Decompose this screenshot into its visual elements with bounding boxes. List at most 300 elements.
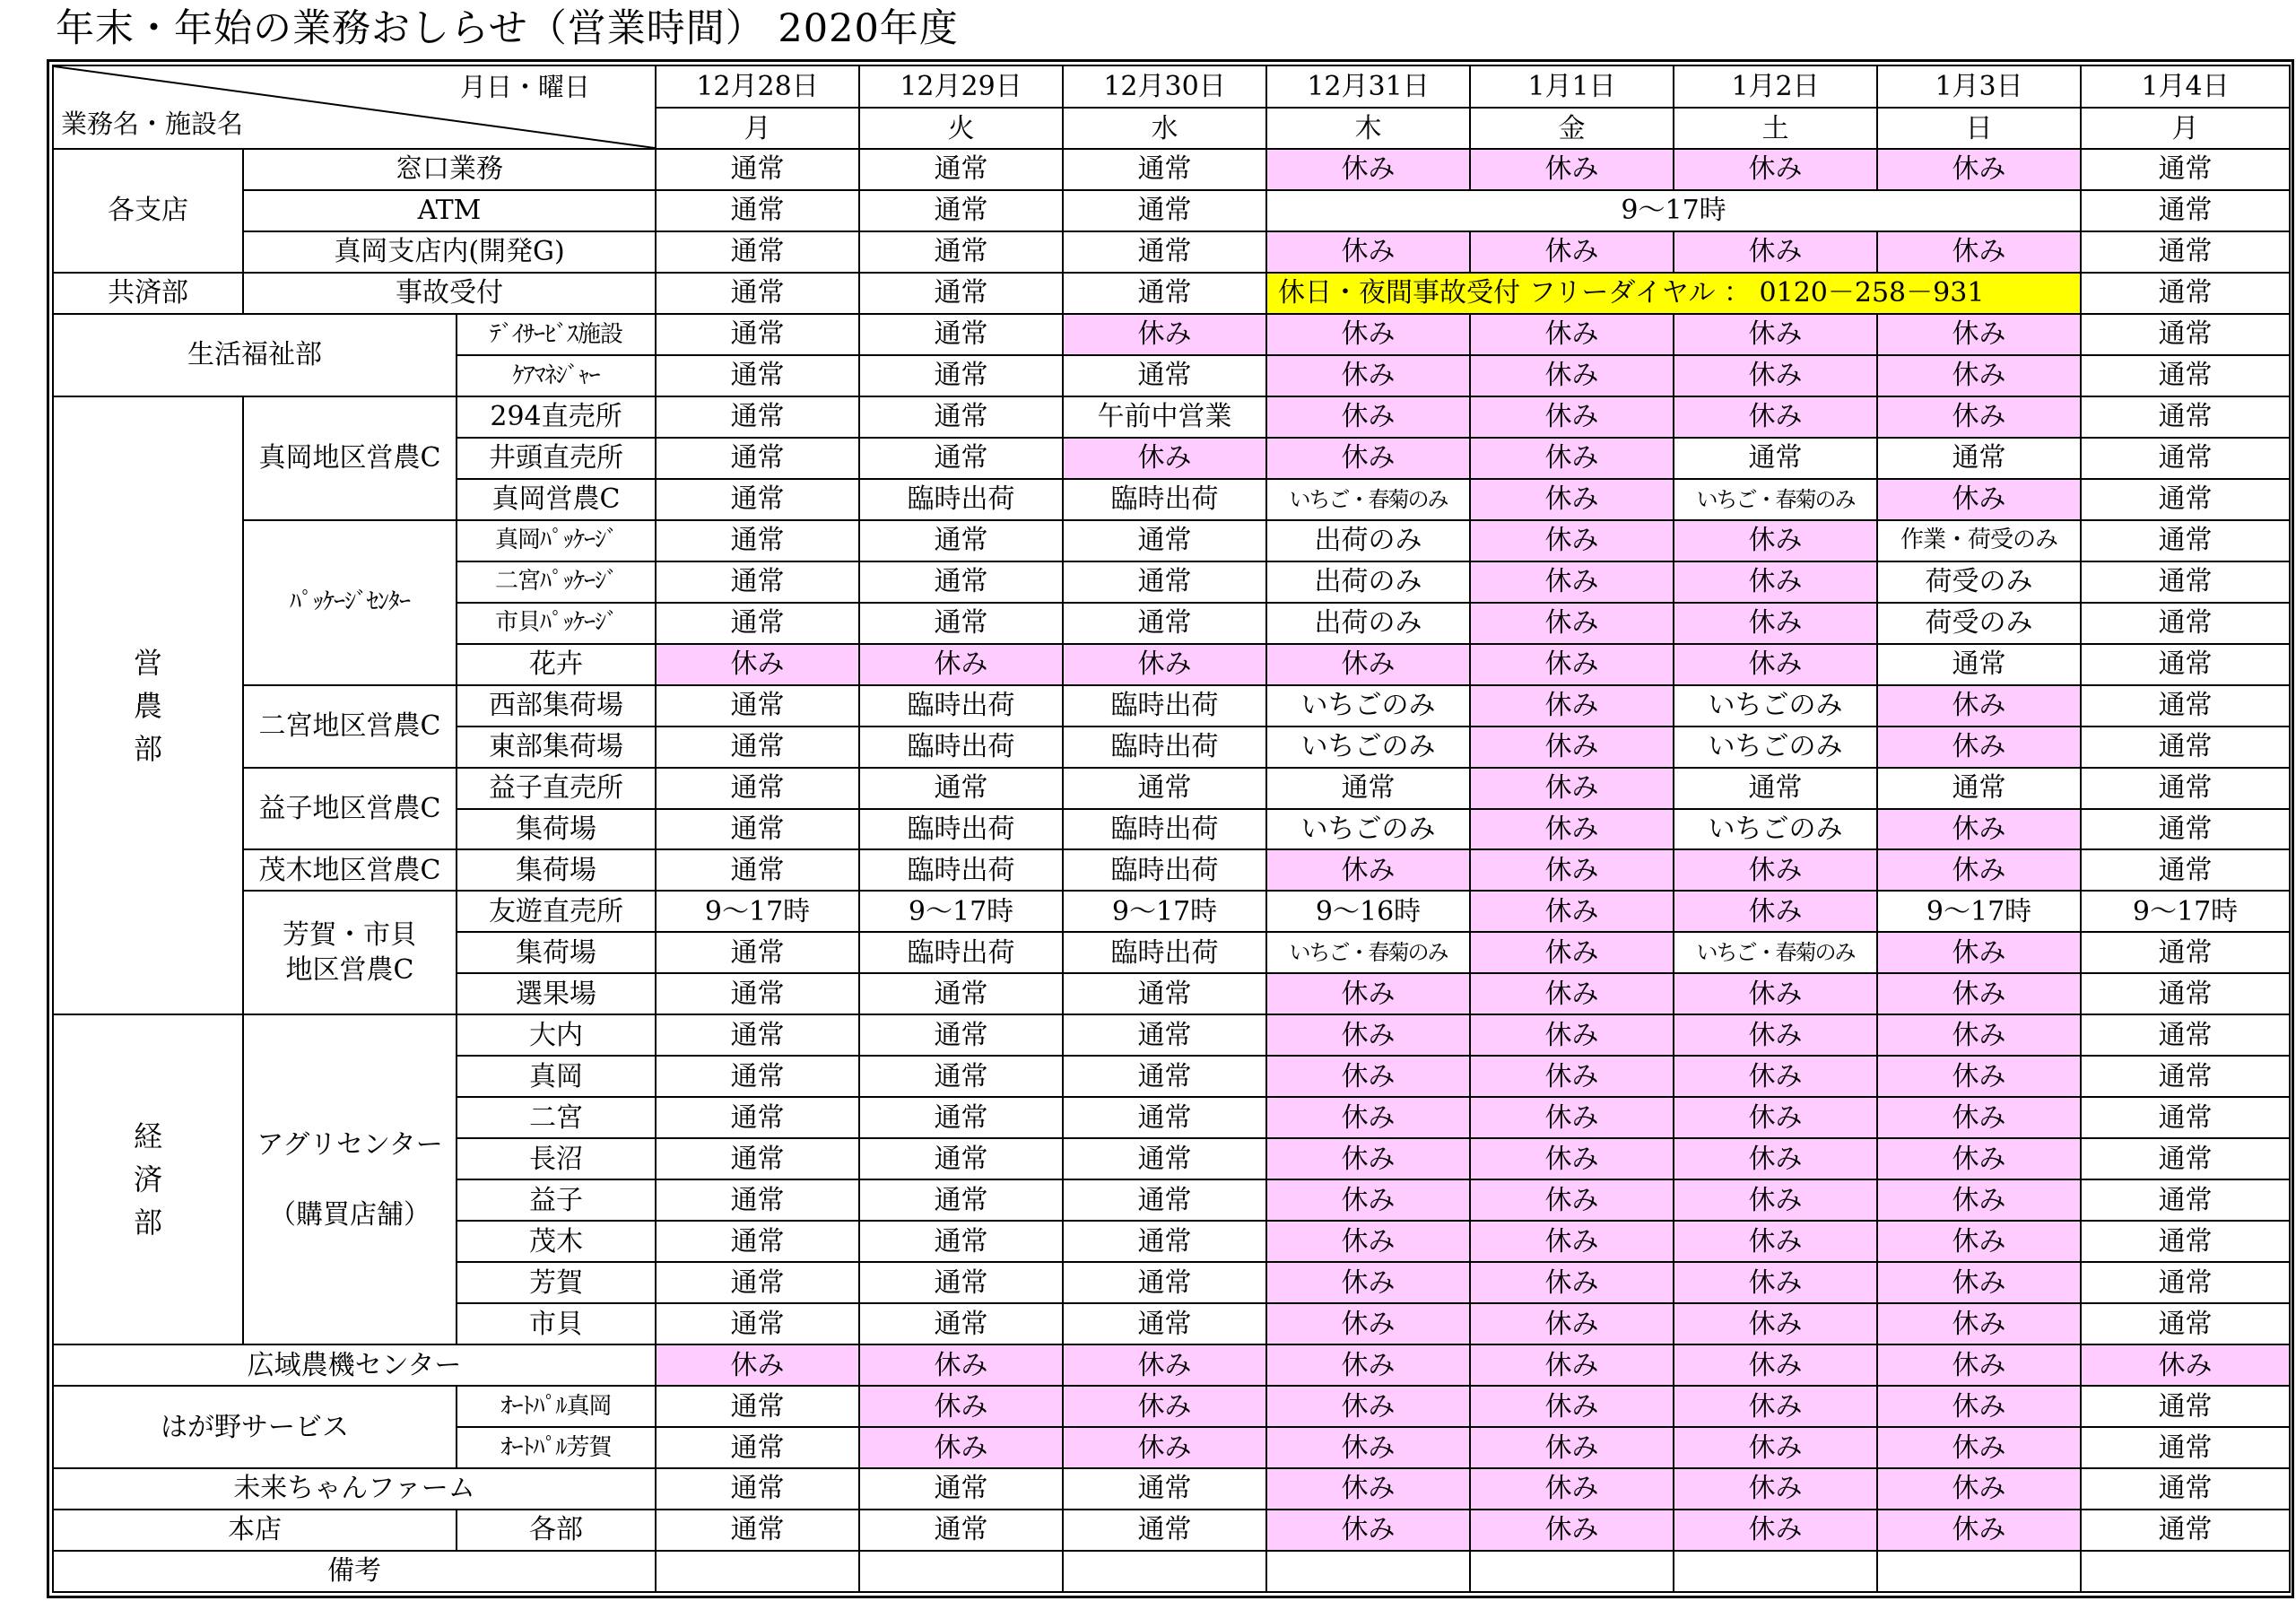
- table-row: [53, 273, 2290, 314]
- table-row: [53, 685, 2290, 727]
- schedule-cell: 休み: [1470, 1303, 1674, 1344]
- schedule-cell: 休み: [656, 644, 859, 685]
- schedule-cell: 通常: [656, 1468, 859, 1510]
- schedule-cell: 通常: [859, 973, 1063, 1014]
- remarks-cell: [1674, 1551, 1877, 1592]
- table-row: [53, 1386, 2290, 1427]
- schedule-cell: 休み: [1674, 644, 1877, 685]
- schedule-cell: 通常: [859, 314, 1063, 355]
- schedule-cell: 通常: [1877, 644, 2081, 685]
- header-weekday: 金: [1470, 108, 1674, 149]
- schedule-cell: 通常: [859, 1014, 1063, 1056]
- schedule-cell: 休み: [1063, 438, 1266, 479]
- schedule-cell: 休み: [1470, 1097, 1674, 1138]
- row-label: 市貝ﾊﾟｯｹｰｼﾞ: [457, 603, 656, 644]
- schedule-cell: 通常: [859, 1221, 1063, 1262]
- schedule-cell: 休み: [1877, 727, 2081, 768]
- schedule-cell: 通常: [2081, 314, 2290, 355]
- schedule-cell: 臨時出荷: [1063, 849, 1266, 891]
- schedule-cell: 休み: [1266, 1097, 1470, 1138]
- accident-hotline-notice: 休日・夜間事故受付 フリーダイヤル ： 0120－258－931: [1266, 273, 2081, 314]
- schedule-cell: いちご・春菊のみ: [1266, 932, 1470, 973]
- schedule-cell: 通常: [2081, 520, 2290, 561]
- row-label: ｵｰﾄﾊﾟﾙ真岡: [457, 1386, 656, 1427]
- dept-label: 営農部: [53, 396, 243, 1015]
- schedule-cell: 休み: [1877, 479, 2081, 520]
- schedule-cell: 休み: [1674, 973, 1877, 1014]
- row-label: 真岡ﾊﾟｯｹｰｼﾞ: [457, 520, 656, 561]
- schedule-cell: 通常: [859, 355, 1063, 396]
- schedule-cell: 通常: [859, 149, 1063, 190]
- dept-label: はが野サービス: [53, 1386, 457, 1468]
- schedule-cell: 休み: [1266, 644, 1470, 685]
- schedule-cell: 通常: [656, 1510, 859, 1551]
- remarks-cell: [1470, 1551, 1674, 1592]
- row-label: 真岡: [457, 1056, 656, 1097]
- schedule-cell: 通常: [1674, 768, 1877, 809]
- schedule-cell: 休み: [1470, 768, 1674, 809]
- schedule-cell: いちごのみ: [1674, 685, 1877, 727]
- dept-label: 生活福祉部: [53, 314, 457, 396]
- schedule-cell: 休み: [1877, 685, 2081, 727]
- schedule-cell: 休み: [1877, 1179, 2081, 1221]
- schedule-cell: 通常: [1063, 520, 1266, 561]
- header-weekday: 日: [1877, 108, 2081, 149]
- schedule-cell: 通常: [2081, 849, 2290, 891]
- schedule-cell: 休み: [1877, 1386, 2081, 1427]
- schedule-cell: 休み: [1470, 355, 1674, 396]
- schedule-cell: 通常: [859, 1510, 1063, 1551]
- schedule-cell: 通常: [1063, 973, 1266, 1014]
- schedule-cell: 休み: [1266, 849, 1470, 891]
- schedule-cell: 通常: [859, 1303, 1063, 1344]
- schedule-cell: いちごのみ: [1266, 685, 1470, 727]
- schedule-cell: 通常: [1063, 355, 1266, 396]
- row-label: 花卉: [457, 644, 656, 685]
- schedule-cell: 休み: [1470, 849, 1674, 891]
- schedule-cell: 臨時出荷: [1063, 479, 1266, 520]
- schedule-cell: 通常: [1063, 768, 1266, 809]
- schedule-cell: 通常: [1063, 149, 1266, 190]
- schedule-cell: 休み: [1674, 891, 1877, 932]
- schedule-cell: 休み: [1266, 1344, 1470, 1386]
- schedule-cell: 休み: [1674, 149, 1877, 190]
- schedule-cell: 休み: [1877, 1138, 2081, 1179]
- table-row: [53, 1468, 2290, 1510]
- schedule-cell: 通常: [2081, 1303, 2290, 1344]
- schedule-cell: 休み: [1470, 603, 1674, 644]
- remarks-row: [53, 1551, 2290, 1592]
- schedule-cell: 休み: [656, 1344, 859, 1386]
- schedule-cell: 通常: [656, 809, 859, 850]
- schedule-cell: 通常: [656, 520, 859, 561]
- schedule-cell: 通常: [656, 561, 859, 603]
- schedule-cell: 通常: [2081, 355, 2290, 396]
- schedule-cell: 休み: [859, 1344, 1063, 1386]
- schedule-cell: 休み: [1063, 1386, 1266, 1427]
- schedule-cell: 通常: [656, 438, 859, 479]
- schedule-cell: 休み: [1063, 644, 1266, 685]
- row-label: 益子直売所: [457, 768, 656, 809]
- schedule-cell: 通常: [859, 190, 1063, 231]
- schedule-cell: 通常: [1877, 768, 2081, 809]
- schedule-cell: 休み: [1674, 603, 1877, 644]
- schedule-cell: 休み: [1266, 1427, 1470, 1468]
- table-row: [53, 190, 2290, 231]
- schedule-cell: 休み: [1266, 1221, 1470, 1262]
- schedule-cell: 9～17時: [1063, 891, 1266, 932]
- row-label: 友遊直売所: [457, 891, 656, 932]
- schedule-cell: 休み: [1266, 1386, 1470, 1427]
- schedule-cell: 休み: [1470, 809, 1674, 850]
- remarks-cell: [859, 1551, 1063, 1592]
- schedule-cell: 通常: [656, 1014, 859, 1056]
- schedule-cell: 通常: [2081, 1262, 2290, 1303]
- schedule-cell: 通常: [2081, 438, 2290, 479]
- schedule-cell: 休み: [1470, 1014, 1674, 1056]
- schedule-cell: 臨時出荷: [859, 849, 1063, 891]
- schedule-cell: 休み: [1674, 1303, 1877, 1344]
- schedule-cell: 通常: [656, 1179, 859, 1221]
- row-label: 集荷場: [457, 849, 656, 891]
- schedule-cell: 通常: [1063, 1221, 1266, 1262]
- schedule-cell: 休み: [1470, 1386, 1674, 1427]
- schedule-cell: 通常: [1063, 1014, 1266, 1056]
- schedule-cell: 休み: [1674, 1344, 1877, 1386]
- schedule-cell: 休み: [1877, 849, 2081, 891]
- header-dates-row: [53, 65, 2290, 108]
- dept-label: 各支店: [53, 149, 243, 273]
- schedule-cell: 休み: [1470, 644, 1674, 685]
- schedule-cell: 通常: [1877, 438, 2081, 479]
- schedule-cell: 通常: [656, 973, 859, 1014]
- schedule-cell: 休み: [859, 644, 1063, 685]
- schedule-cell: 通常: [1063, 231, 1266, 273]
- schedule-cell: 休み: [1674, 1138, 1877, 1179]
- schedule-cell: 休み: [1470, 932, 1674, 973]
- dept-label: 共済部: [53, 273, 243, 314]
- schedule-cell: 通常: [2081, 809, 2290, 850]
- schedule-cell: 休み: [1470, 520, 1674, 561]
- remarks-label: 備考: [53, 1551, 656, 1592]
- schedule-cell: 休み: [1470, 1221, 1674, 1262]
- table-row: [53, 396, 2290, 438]
- schedule-cell: 休み: [1877, 973, 2081, 1014]
- header-corner: [53, 65, 656, 149]
- row-label: 真岡営農C: [457, 479, 656, 520]
- schedule-cell: 休み: [1266, 1056, 1470, 1097]
- row-label: 市貝: [457, 1303, 656, 1344]
- schedule-cell: いちご・春菊のみ: [1266, 479, 1470, 520]
- header-date: 1月1日: [1470, 65, 1674, 108]
- schedule-cell: 9～17時: [1877, 891, 2081, 932]
- schedule-cell: 休み: [1470, 1056, 1674, 1097]
- schedule-cell: 休み: [1877, 1262, 2081, 1303]
- row-label: 大内: [457, 1014, 656, 1056]
- schedule-cell: 作業・荷受のみ: [1877, 520, 2081, 561]
- schedule-cell: 休み: [1674, 1386, 1877, 1427]
- header-date: 12月28日: [656, 65, 859, 108]
- schedule-cell: 通常: [2081, 561, 2290, 603]
- schedule-cell: 通常: [2081, 231, 2290, 273]
- schedule-cell: 通常: [859, 520, 1063, 561]
- schedule-cell: 通常: [656, 1138, 859, 1179]
- schedule-cell: 休み: [1674, 355, 1877, 396]
- schedule-cell: 休み: [859, 1427, 1063, 1468]
- schedule-cell: 通常: [2081, 973, 2290, 1014]
- schedule-cell: 休み: [1470, 1179, 1674, 1221]
- table-row: [53, 149, 2290, 190]
- schedule-cell: いちごのみ: [1674, 809, 1877, 850]
- schedule-cell: 通常: [656, 149, 859, 190]
- schedule-cell: 通常: [2081, 1510, 2290, 1551]
- schedule-cell: いちごのみ: [1674, 727, 1877, 768]
- schedule-cell: 休み: [1266, 1510, 1470, 1551]
- schedule-cell: 臨時出荷: [1063, 932, 1266, 973]
- schedule-cell: 休み: [1470, 561, 1674, 603]
- schedule-cell: 通常: [2081, 932, 2290, 973]
- schedule-cell: 休み: [1674, 1468, 1877, 1510]
- schedule-cell: 通常: [859, 1262, 1063, 1303]
- schedule-cell: 出荷のみ: [1266, 520, 1470, 561]
- row-label: 二宮ﾊﾟｯｹｰｼﾞ: [457, 561, 656, 603]
- schedule-cell: 休み: [1470, 1427, 1674, 1468]
- schedule-cell: 9～17時: [2081, 891, 2290, 932]
- schedule-cell: 休み: [1266, 231, 1470, 273]
- remarks-cell: [656, 1551, 859, 1592]
- row-label: 選果場: [457, 973, 656, 1014]
- schedule-cell: 通常: [656, 479, 859, 520]
- schedule-cell: 通常: [2081, 1427, 2290, 1468]
- row-label: 各部: [457, 1510, 656, 1551]
- schedule-cell: 休み: [1877, 1303, 2081, 1344]
- schedule-cell: 休み: [1266, 973, 1470, 1014]
- schedule-cell: 荷受のみ: [1877, 561, 2081, 603]
- schedule-cell: 休み: [859, 1386, 1063, 1427]
- schedule-cell: 通常: [2081, 273, 2290, 314]
- schedule-cell: 荷受のみ: [1877, 603, 2081, 644]
- schedule-cell: 通常: [2081, 479, 2290, 520]
- schedule-cell: 休み: [1674, 314, 1877, 355]
- row-label: 二宮: [457, 1097, 656, 1138]
- schedule-cell: 通常: [1063, 190, 1266, 231]
- schedule-cell: 通常: [656, 355, 859, 396]
- remarks-cell: [1877, 1551, 2081, 1592]
- schedule-cell: 9～16時: [1266, 891, 1470, 932]
- schedule-cell: 臨時出荷: [859, 727, 1063, 768]
- schedule-cell: 通常: [1063, 561, 1266, 603]
- row-label: 集荷場: [457, 932, 656, 973]
- schedule-cell: 休み: [1266, 1014, 1470, 1056]
- schedule-cell: 通常: [656, 1056, 859, 1097]
- schedule-cell: いちごのみ: [1266, 727, 1470, 768]
- corner-date-label: 月日・曜日: [460, 72, 591, 102]
- schedule-cell: 通常: [656, 1303, 859, 1344]
- row-label: ﾃﾞｲｻｰﾋﾞｽ施設: [457, 314, 656, 355]
- row-label: 茂木: [457, 1221, 656, 1262]
- schedule-cell: 通常: [656, 849, 859, 891]
- schedule-cell: 休み: [1470, 727, 1674, 768]
- schedule-cell: 臨時出荷: [1063, 809, 1266, 850]
- schedule-cell: 通常: [1063, 1056, 1266, 1097]
- schedule-cell: 休み: [1877, 1510, 2081, 1551]
- table-row: [53, 1344, 2290, 1386]
- schedule-cell: 休み: [1674, 1056, 1877, 1097]
- group-label: ﾊﾟｯｹｰｼﾞｾﾝﾀｰ: [243, 520, 457, 685]
- schedule-cell: 通常: [1063, 1097, 1266, 1138]
- header-date: 1月2日: [1674, 65, 1877, 108]
- row-label: 真岡支店内(開発G): [243, 231, 656, 273]
- header-date: 12月31日: [1266, 65, 1470, 108]
- header-date: 1月3日: [1877, 65, 2081, 108]
- row-label: 広域農機センター: [53, 1344, 656, 1386]
- table-row: [53, 1510, 2290, 1551]
- schedule-cell: 休み: [1063, 1427, 1266, 1468]
- schedule-cell: 通常: [656, 1097, 859, 1138]
- group-label: 二宮地区営農C: [243, 685, 457, 768]
- row-label: ATM: [243, 190, 656, 231]
- schedule-cell: 休み: [1674, 1097, 1877, 1138]
- schedule-cell: 休み: [1470, 685, 1674, 727]
- table-row: [53, 520, 2290, 561]
- header-weekday: 月: [656, 108, 859, 149]
- schedule-cell: 通常: [859, 768, 1063, 809]
- schedule-cell: 休み: [1674, 1427, 1877, 1468]
- row-label: 事故受付: [243, 273, 656, 314]
- header-weekday: 火: [859, 108, 1063, 149]
- corner-facility-label: 業務名・施設名: [61, 109, 244, 140]
- schedule-cell: 休み: [1266, 438, 1470, 479]
- schedule-cell: 通常: [2081, 685, 2290, 727]
- table-row: [53, 314, 2290, 355]
- schedule-cell: 通常: [656, 1386, 859, 1427]
- schedule-cell: 通常: [2081, 1138, 2290, 1179]
- schedule-cell: 休み: [1674, 520, 1877, 561]
- schedule-cell: 午前中営業: [1063, 396, 1266, 438]
- schedule-cell: いちごのみ: [1266, 809, 1470, 850]
- schedule-cell: 休み: [1877, 932, 2081, 973]
- schedule-cell: 通常: [2081, 727, 2290, 768]
- schedule-cell: 通常: [656, 685, 859, 727]
- schedule-cell: 休み: [1674, 1179, 1877, 1221]
- table-row: [53, 768, 2290, 809]
- schedule-cell: 通常: [859, 1468, 1063, 1510]
- schedule-cell: 臨時出荷: [859, 479, 1063, 520]
- row-label: ｵｰﾄﾊﾟﾙ芳賀: [457, 1427, 656, 1468]
- schedule-cell: 通常: [656, 314, 859, 355]
- schedule-cell: 休み: [1877, 1014, 2081, 1056]
- row-label: 窓口業務: [243, 149, 656, 190]
- schedule-cell: 休み: [1470, 1468, 1674, 1510]
- schedule-cell: 休み: [1877, 809, 2081, 850]
- schedule-cell: 休み: [1470, 396, 1674, 438]
- header-date: 1月4日: [2081, 65, 2290, 108]
- schedule-cell: 通常: [1063, 1262, 1266, 1303]
- schedule-cell: 休み: [1674, 1014, 1877, 1056]
- schedule-cell: 休み: [1266, 1468, 1470, 1510]
- schedule-cell: 通常: [656, 1262, 859, 1303]
- schedule-cell: 通常: [2081, 1386, 2290, 1427]
- remarks-cell: [2081, 1551, 2290, 1592]
- schedule-cell: 通常: [656, 727, 859, 768]
- schedule-cell: 通常: [2081, 1014, 2290, 1056]
- schedule-cell: 休み: [1266, 396, 1470, 438]
- schedule-cell: 休み: [1266, 149, 1470, 190]
- schedule-cell: 休み: [1266, 1262, 1470, 1303]
- schedule-cell: 休み: [1877, 1344, 2081, 1386]
- schedule-cell: 臨時出荷: [859, 685, 1063, 727]
- schedule-cell: 休み: [1674, 849, 1877, 891]
- schedule-cell: 休み: [1063, 1344, 1266, 1386]
- schedule-cell: 9～17時: [859, 891, 1063, 932]
- schedule-cell: 休み: [1470, 1510, 1674, 1551]
- schedule-cell: 休み: [1674, 1262, 1877, 1303]
- schedule-cell: 休み: [1470, 1262, 1674, 1303]
- schedule-cell: 通常: [656, 231, 859, 273]
- row-label: 芳賀: [457, 1262, 656, 1303]
- schedule-cell: 通常: [656, 273, 859, 314]
- schedule-cell: 通常: [1063, 1468, 1266, 1510]
- header-date: 12月29日: [859, 65, 1063, 108]
- schedule-cell: 通常: [859, 1179, 1063, 1221]
- schedule-cell: 通常: [656, 932, 859, 973]
- page-title: 年末・年始の業務おしらせ（営業時間） 2020年度: [56, 6, 959, 51]
- schedule-cell: 通常: [859, 1138, 1063, 1179]
- schedule-cell: 休み: [1266, 1138, 1470, 1179]
- row-label: 294直売所: [457, 396, 656, 438]
- schedule-cell: 通常: [656, 190, 859, 231]
- schedule-cell: 通常: [2081, 603, 2290, 644]
- schedule-cell: 休み: [2081, 1344, 2290, 1386]
- schedule-cell: 休み: [1470, 231, 1674, 273]
- schedule-cell: 通常: [859, 273, 1063, 314]
- schedule-cell: 休み: [1674, 396, 1877, 438]
- schedule-cell: 休み: [1470, 479, 1674, 520]
- schedule-cell: 臨時出荷: [1063, 685, 1266, 727]
- schedule-cell: 休み: [1674, 231, 1877, 273]
- remarks-cell: [1063, 1551, 1266, 1592]
- row-label: 益子: [457, 1179, 656, 1221]
- schedule-cell: 通常: [859, 1097, 1063, 1138]
- schedule-cell: 9～17時: [656, 891, 859, 932]
- schedule-cell: 休み: [1266, 355, 1470, 396]
- group-label: 茂木地区営農C: [243, 849, 457, 891]
- schedule-cell: 通常: [2081, 1097, 2290, 1138]
- schedule-cell: 通常: [1063, 1138, 1266, 1179]
- schedule-cell: 通常: [656, 1221, 859, 1262]
- table-row: [53, 891, 2290, 932]
- schedule-cell: 休み: [1470, 438, 1674, 479]
- schedule-cell: 休み: [1470, 973, 1674, 1014]
- schedule-cell: 通常: [859, 231, 1063, 273]
- schedule-cell: 休み: [1470, 891, 1674, 932]
- schedule-cell: 通常: [2081, 1221, 2290, 1262]
- schedule-cell: 通常: [2081, 1468, 2290, 1510]
- atm-hours-span: 9～17時: [1266, 190, 2081, 231]
- group-label: 真岡地区営農C: [243, 396, 457, 520]
- schedule-cell: 休み: [1877, 1056, 2081, 1097]
- schedule-cell: いちご・春菊のみ: [1674, 932, 1877, 973]
- schedule-cell: 休み: [1877, 231, 2081, 273]
- row-label: 井頭直売所: [457, 438, 656, 479]
- group-label: 芳賀・市貝 地区営農C: [243, 891, 457, 1014]
- schedule-cell: 休み: [1877, 396, 2081, 438]
- dept-label: 経済部: [53, 1014, 243, 1344]
- schedule-cell: 休み: [1470, 1344, 1674, 1386]
- table-row: [53, 231, 2290, 273]
- group-label: 益子地区営農C: [243, 768, 457, 850]
- schedule-cell: 通常: [1063, 273, 1266, 314]
